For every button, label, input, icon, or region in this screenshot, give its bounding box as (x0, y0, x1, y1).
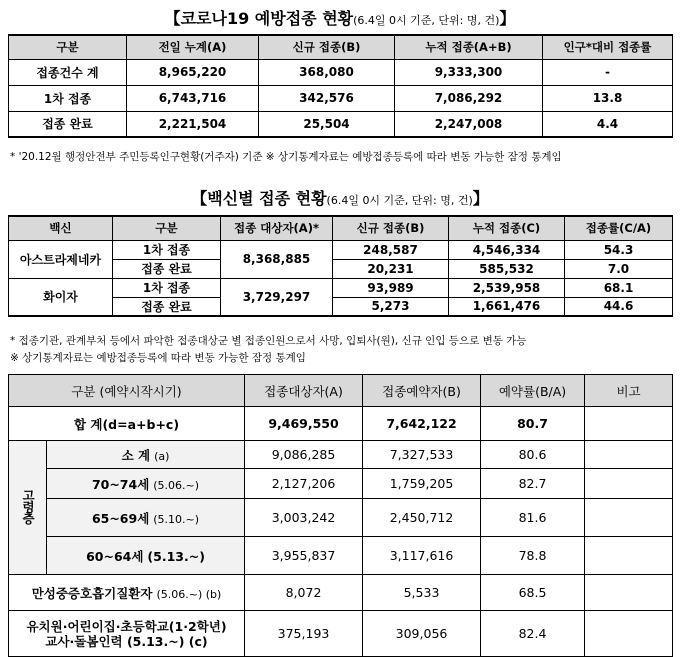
section1-title-close: 】 (499, 9, 516, 28)
cell-value: 7,327,533 (363, 441, 481, 469)
table-row (9, 441, 673, 469)
cell-value: 81.6 (481, 499, 585, 537)
header-rate: 인구*대비 접종률 (543, 35, 673, 59)
cell-value: 4.4 (543, 111, 673, 137)
header-category: 구분 (9, 35, 127, 59)
vaccination-status-table (8, 34, 673, 138)
section2-title-close: 】 (472, 189, 489, 208)
row-label: 접종 완료 (9, 111, 127, 137)
cell-value: 7,642,122 (363, 407, 481, 441)
cell-value: 8,965,220 (127, 59, 259, 85)
row-label-text: 65~69세 (91, 510, 150, 526)
cell-value: 82.4 (481, 611, 585, 657)
cell-value: 8,072 (245, 575, 363, 611)
cell-value: 1,661,476 (449, 297, 565, 316)
header-remarks: 비고 (585, 375, 673, 407)
table-row (9, 85, 673, 111)
cell-value: 68.5 (481, 575, 585, 611)
vaccine-name: 아스트라제네카 (9, 240, 113, 278)
table-row (9, 575, 673, 611)
row-label-note: (5.13.~) (147, 548, 205, 564)
row-label: 접종 완료 (113, 297, 221, 316)
row-label-note: (5.06.~) (b) (156, 587, 222, 601)
remarks-cell (585, 469, 673, 499)
section1-title (0, 6, 680, 29)
row-label: 접종건수 계 (9, 59, 127, 85)
remarks-cell (585, 537, 673, 575)
section2-subtitle: (6.4일 0시 기준, 단위: 명, 건) (326, 194, 473, 207)
row-label-text: 60~64세 (86, 548, 144, 564)
section1-subtitle: (6.4일 0시 기준, 단위: 명, 건) (353, 14, 500, 27)
table-row (9, 537, 673, 575)
header-new: 신규 접종(B) (333, 216, 449, 240)
cell-value: 20,231 (333, 259, 449, 278)
cell-value: 2,539,958 (449, 278, 565, 297)
cell-value: 68.1 (565, 278, 673, 297)
total-row (9, 407, 673, 441)
cell-value: 9,086,285 (245, 441, 363, 469)
header-category: 구분 (113, 216, 221, 240)
row-label-text: 만성중증호흡기질환자 (31, 585, 153, 601)
remarks-cell (585, 575, 673, 611)
remarks-cell (585, 499, 673, 537)
header-rate: 접종률(C/A) (565, 216, 673, 240)
table-row (9, 278, 673, 297)
cell-value: 248,587 (333, 240, 449, 259)
reservation-status-table (8, 374, 673, 657)
cell-value: 3,117,616 (363, 537, 481, 575)
section2-title (0, 186, 680, 209)
header-cumulative: 누적 접종(C) (449, 216, 565, 240)
cell-value: 309,056 (363, 611, 481, 657)
elderly-group-label: 고령층 (20, 488, 36, 524)
header-rate: 예약률(B/A) (481, 375, 585, 407)
vaccine-name: 화이자 (9, 278, 113, 316)
row-label-note: (5.06.~) (153, 478, 200, 492)
cell-value: 342,576 (259, 85, 395, 111)
header-new: 신규 접종(B) (259, 35, 395, 59)
header-vaccine: 백신 (9, 216, 113, 240)
cell-value: 80.6 (481, 441, 585, 469)
cell-value: 3,003,242 (245, 499, 363, 537)
cell-value: 54.3 (565, 240, 673, 259)
header-category: 구분 (예약시작시기) (9, 375, 245, 407)
cell-value: 1,759,205 (363, 469, 481, 499)
remarks-cell (585, 407, 673, 441)
cell-value: 375,193 (245, 611, 363, 657)
target-value: 3,729,297 (221, 278, 333, 316)
cell-value: 5,533 (363, 575, 481, 611)
cell-value: 44.6 (565, 297, 673, 316)
row-label: 합 계(d=a+b+c) (9, 407, 245, 441)
header-cumulative: 누적 접종(A+B) (395, 35, 543, 59)
header-target: 접종대상자(A) (245, 375, 363, 407)
row-label-line2: 교사·돌봄인력 (5.13.~) (c) (45, 633, 208, 649)
cell-value: 6,743,716 (127, 85, 259, 111)
cell-value: 7.0 (565, 259, 673, 278)
row-label-note: (a) (154, 449, 170, 463)
row-label (9, 611, 245, 657)
table-row (9, 240, 673, 259)
cell-value: 2,247,008 (395, 111, 543, 137)
row-label-text: 70~74세 (91, 476, 150, 492)
cell-value: 25,504 (259, 111, 395, 137)
table-row (9, 611, 673, 657)
row-label (9, 575, 245, 611)
section2-note2: ※ 상기통계자료는 예방접종등록에 따라 변동 가능한 잠정 통계임 (10, 352, 306, 364)
cell-value: 7,086,292 (395, 85, 543, 111)
cell-value: 4,546,334 (449, 240, 565, 259)
cell-value: 82.7 (481, 469, 585, 499)
cell-value: 2,127,206 (245, 469, 363, 499)
remarks-cell (585, 441, 673, 469)
table-row (9, 59, 673, 85)
section1-title-text: 【코로나19 예방접종 현황 (164, 9, 354, 28)
row-label-text: 소 계 (121, 447, 151, 463)
header-reserved: 접종예약자(B) (363, 375, 481, 407)
cell-value: 80.7 (481, 407, 585, 441)
cell-value: 3,955,837 (245, 537, 363, 575)
cell-value: 78.8 (481, 537, 585, 575)
vaccine-status-table (8, 215, 673, 317)
cell-value: 9,469,550 (245, 407, 363, 441)
cell-value: 368,080 (259, 59, 395, 85)
cell-value: 93,989 (333, 278, 449, 297)
section1-note: * '20.12월 행정안전부 주민등록인구현황(거주자) 기준 ※ 상기통계자료는 예방접종등록에 따라 변동 가능한 잠정 통계임 (10, 151, 562, 163)
remarks-cell (585, 611, 673, 657)
target-value: 8,368,885 (221, 240, 333, 278)
row-label-note: (5.10.~) (153, 512, 200, 526)
row-label (47, 469, 245, 499)
row-label (47, 499, 245, 537)
row-label: 접종 완료 (113, 259, 221, 278)
row-label-line1: 유치원·어린이집·초등학교(1·2학년) (26, 618, 227, 634)
table-row (9, 111, 673, 137)
header-target: 접종 대상자(A)* (221, 216, 333, 240)
cell-value: 585,532 (449, 259, 565, 278)
row-label (47, 441, 245, 469)
cell-value: 13.8 (543, 85, 673, 111)
row-label: 1차 접종 (113, 240, 221, 259)
cell-value: 2,450,712 (363, 499, 481, 537)
elderly-group-cell (9, 441, 47, 575)
row-label (47, 537, 245, 575)
section2-note1: * 접종기관, 관계부처 등에서 파악한 접종대상군 별 접종인원으로서 사망, 입퇴사(원), 신규 인입 등으로 변동 가능 (10, 335, 527, 347)
cell-value: - (543, 59, 673, 85)
cell-value: 2,221,504 (127, 111, 259, 137)
header-prev-total: 전일 누계(A) (127, 35, 259, 59)
table-row (9, 469, 673, 499)
section2-title-text: 【백신별 접종 현황 (191, 189, 327, 208)
cell-value: 9,333,300 (395, 59, 543, 85)
table-row (9, 499, 673, 537)
cell-value: 5,273 (333, 297, 449, 316)
row-label: 1차 접종 (113, 278, 221, 297)
row-label: 1차 접종 (9, 85, 127, 111)
